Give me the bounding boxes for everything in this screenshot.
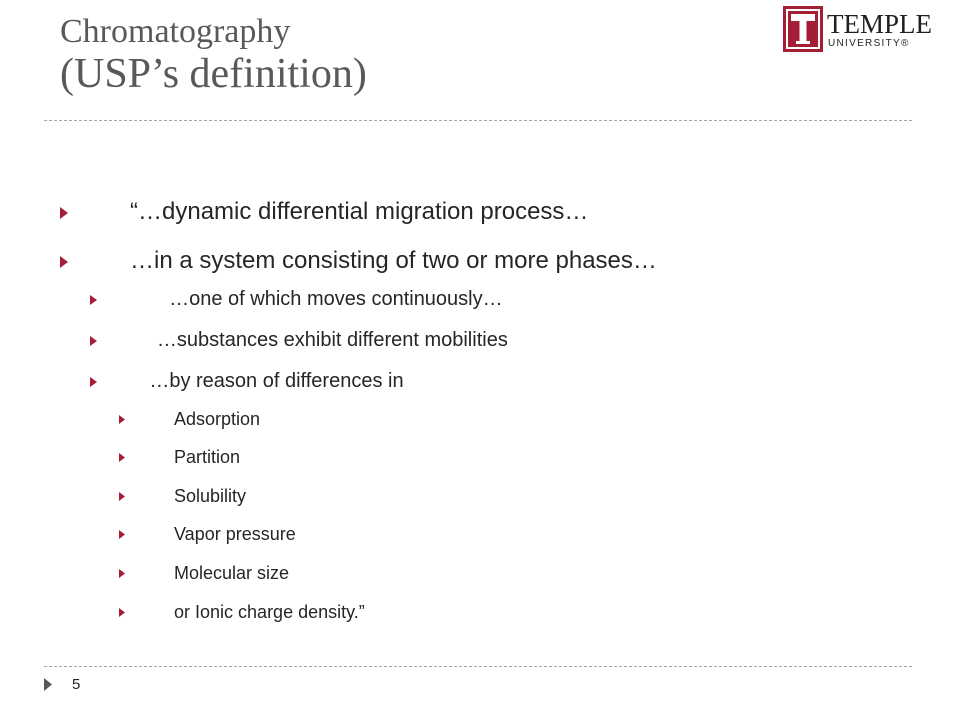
bullet-text: Adsorption	[174, 409, 261, 429]
bullet-text: …substances exhibit different mobilities	[151, 329, 508, 351]
logo-wordmark: TEMPLE	[827, 9, 932, 39]
bullet-text: or Ionic charge density.”	[174, 602, 365, 622]
bullet-text: Partition	[174, 447, 241, 467]
bullet-text: “…dynamic differential migration process…	[130, 198, 589, 225]
page-number: 5	[72, 676, 81, 693]
bullet-text: Molecular size	[174, 563, 290, 583]
bullet-text: …one of which moves continuously…	[141, 288, 503, 310]
bullet-item	[119, 560, 365, 644]
bullet-text: Vapor pressure	[174, 524, 296, 544]
triangle-arrow-icon	[119, 566, 159, 659]
bullet-text: …in a system consisting of two or more phases…	[130, 247, 657, 274]
bullet-text: …by reason of differences in	[149, 370, 404, 392]
logo-subtitle: UNIVERSITY®	[828, 38, 910, 49]
bullet-text: Solubility	[174, 486, 247, 506]
footer-divider	[44, 666, 912, 667]
footer-arrow-icon	[44, 678, 52, 696]
title-line-2: (USP’s definition)	[60, 50, 367, 97]
title-line-1: Chromatography	[60, 13, 291, 50]
